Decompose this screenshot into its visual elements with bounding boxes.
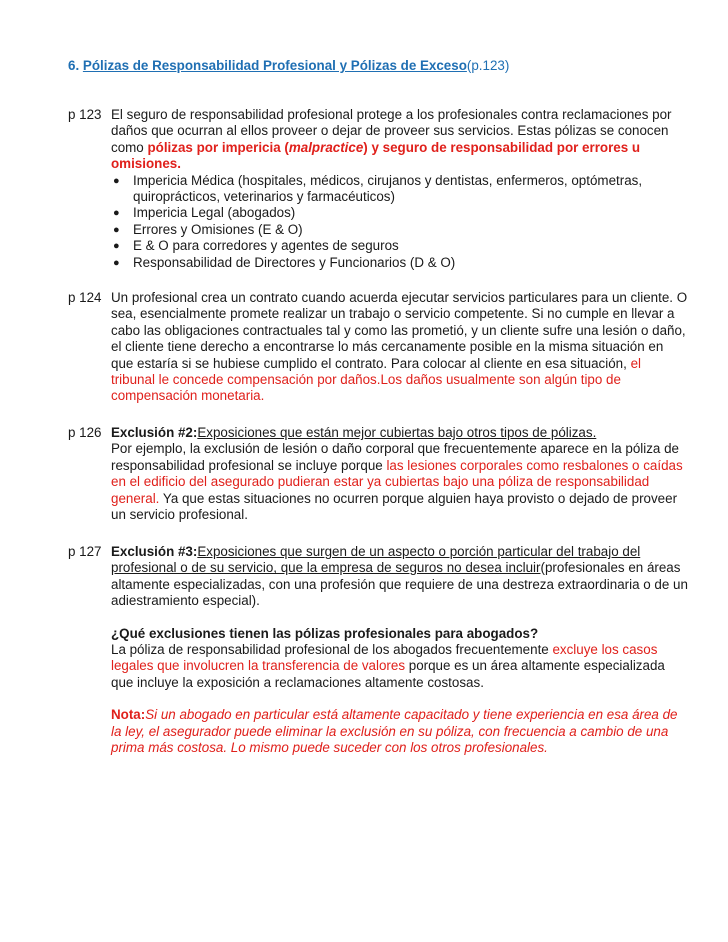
page-ref-label: p 123 (68, 107, 102, 122)
heading-number: 6. (68, 58, 83, 73)
bullet-icon: ● (113, 223, 120, 236)
section-body (111, 290, 688, 405)
list-item-text: Impericia Legal (abogados) (133, 205, 296, 221)
list-item (111, 222, 688, 238)
note-label: Nota: (111, 707, 146, 723)
paragraph-text: porque es un área altamente especializada que incluye la exposición a reclamaciones altamente costosas. (111, 658, 665, 690)
paragraph-text: Un profesional crea un contrato cuando acuerda ejecutar servicios particulares para un cliente. O sea, esencialmente promete realizar un trabajo o servicio competente. Si no cumple en llevar a cabo las obligaciones contractuales tal y como las prometió, y un cliente sufre una lesión o daño, el cliente tiene derecho a encontrarse lo más cercanamente posible en la misma situación en que estaría si se hubiese cumplido el contrato. Para colocar al cliente en esa situación, (111, 290, 688, 371)
heading-page-ref: (p.123) (466, 58, 510, 73)
bullet-icon: ● (113, 256, 120, 269)
section-body (111, 425, 688, 523)
section-p126 (68, 425, 688, 523)
paragraph-text: (profesionales en áreas altamente especializadas, con una profesión que requiere de una destreza extraordinaria o de un adiestramiento especial). (111, 560, 688, 609)
section-heading (68, 58, 509, 73)
exclusion-label: Exclusión #3: (111, 544, 198, 559)
paragraph-text: La póliza de responsabilidad profesional de los abogados frecuentemente (111, 642, 553, 658)
page-ref-label: p 124 (68, 290, 102, 305)
section-p124 (68, 290, 688, 405)
exclusion-title: Exposiciones que están mejor cubiertas bajo otros tipos de pólizas. (197, 425, 597, 440)
list-item-text: Errores y Omisiones (E & O) (133, 221, 303, 237)
question-heading: ¿Qué exclusiones tienen las pólizas profesionales para abogados? (111, 625, 539, 641)
emphasis-italic-text: malpractice (288, 139, 364, 155)
emphasis-text: ) y seguro de responsabilidad por errores u omisiones. (111, 139, 641, 172)
list-item (111, 205, 688, 221)
bullet-list (111, 173, 688, 271)
emphasis-text: las lesiones corporales como resbalones o caídas en el edificio del asegurado pudieran estar ya cubiertas bajo una póliza de responsabilidad general. (111, 457, 683, 506)
page-ref-label: p 126 (68, 425, 102, 440)
emphasis-text: pólizas por impericia ( (147, 139, 289, 155)
emphasis-text: el tribunal le concede compensación por daños.Los daños usualmente son algún tipo de compensación monetaria. (111, 355, 641, 404)
paragraph-text: Por ejemplo, la exclusión de lesión o daño corporal que frecuentemente aparece en la póliza de responsabilidad profesional se incluye porque (111, 441, 679, 473)
section-p127 (68, 544, 688, 756)
list-item-text: Impericia Médica (hospitales, médicos, cirujanos y dentistas, enfermeros, optómetras, quiroprácticos, veterinarios y farmacéuticos) (133, 172, 643, 205)
note-text: Si un abogado en particular está altamente capacitado y tiene experiencia en esa área de la ley, el asegurador puede eliminar la exclusión en su póliza, con frecuencia a cambio de una prima más costosa. Lo mismo puede suceder con los otros profesionales. (111, 707, 678, 756)
list-item-text: Responsabilidad de Directores y Funcionarios (D & O) (133, 254, 456, 270)
bullet-icon: ● (113, 240, 120, 253)
list-item-text: E & O para corredores y agentes de seguros (133, 238, 399, 254)
page-ref-label: p 127 (68, 544, 102, 559)
section-body (111, 544, 688, 756)
paragraph-text: Ya que estas situaciones no ocurren porque alguien haya provisto o dejado de proveer un servicio profesional. (111, 490, 678, 523)
section-body (111, 107, 688, 271)
bullet-icon: ● (113, 174, 120, 187)
heading-title: Pólizas de Responsabilidad Profesional y Pólizas de Exceso (82, 58, 467, 73)
section-p123 (68, 107, 688, 271)
bullet-icon: ● (113, 207, 120, 220)
list-item (111, 173, 688, 206)
paragraph-text: El seguro de responsabilidad profesional protege a los profesionales contra reclamaciones por daños que ocurran al ellos proveer o dejar de proveer sus servicios. Estas pólizas se conocen como (111, 107, 672, 155)
list-item (111, 255, 688, 271)
exclusion-label: Exclusión #2: (111, 425, 198, 440)
exclusion-title: Exposiciones que surgen de un aspecto o porción particular del trabajo del profesional o de su servicio, que la empresa de seguros no desea incluir (111, 544, 641, 576)
emphasis-text: excluye los casos legales que involucren la transferencia de valores (111, 642, 658, 674)
list-item (111, 238, 688, 254)
